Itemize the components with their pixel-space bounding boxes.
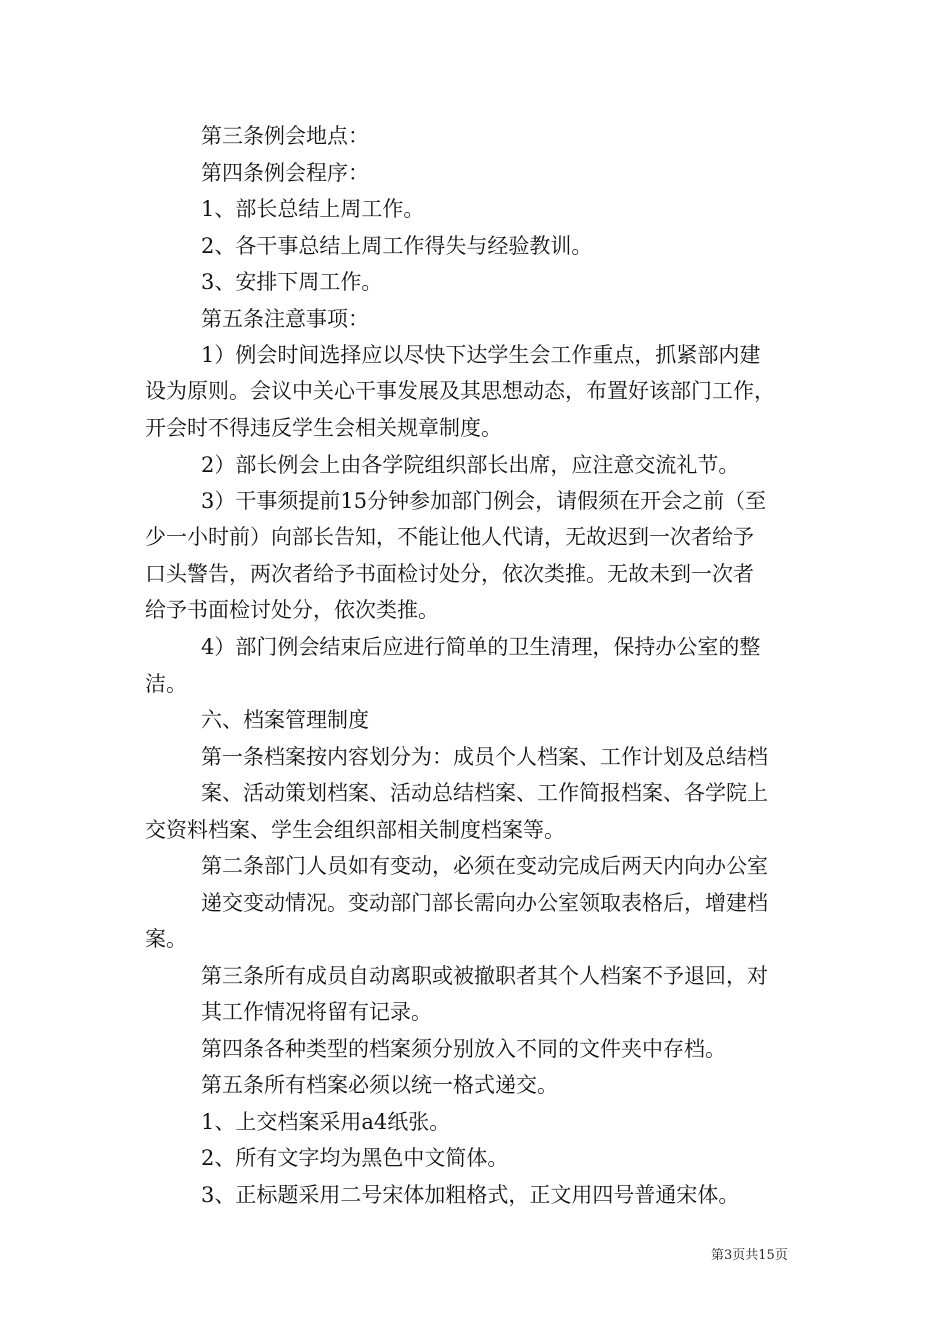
- section-heading: 六、档案管理制度: [201, 708, 369, 732]
- text-line: 1、部长总结上周工作。: [201, 197, 425, 221]
- text-line: 第一条档案按内容划分为：成员个人档案、工作计划及总结档: [201, 745, 768, 769]
- text-line: 第五条注意事项：: [201, 307, 369, 331]
- text-line: 其工作情况将留有记录。: [201, 1000, 432, 1024]
- text-line: 少一小时前）向部长告知，不能让他人代请，无故迟到一次者给予: [145, 525, 754, 549]
- page-number: 第3页共15页: [711, 1248, 788, 1263]
- text-line: 口头警告，两次者给予书面检讨处分，依次类推。无故未到一次者: [145, 562, 754, 586]
- text-line: 4）部门例会结束后应进行简单的卫生清理，保持办公室的整: [201, 635, 761, 659]
- text-line: 3）干事须提前15分钟参加部门例会，请假须在开会之前（至: [201, 489, 767, 513]
- text-line: 案、活动策划档案、活动总结档案、工作简报档案、各学院上: [201, 781, 768, 805]
- text-line: 第四条例会程序：: [201, 161, 369, 185]
- text-line: 洁。: [145, 672, 187, 696]
- text-line: 第四条各种类型的档案须分别放入不同的文件夹中存档。: [201, 1037, 726, 1061]
- text-line: 2、各干事总结上周工作得失与经验教训。: [201, 234, 593, 258]
- text-line: 第三条所有成员自动离职或被撤职者其个人档案不予退回，对: [201, 964, 768, 988]
- text-line: 2）部长例会上由各学院组织部长出席，应注意交流礼节。: [201, 453, 740, 477]
- text-line: 第五条所有档案必须以统一格式递交。: [201, 1073, 558, 1097]
- text-line: 开会时不得违反学生会相关规章制度。: [145, 416, 502, 440]
- text-line: 3、安排下周工作。: [201, 270, 383, 294]
- text-line: 递交变动情况。变动部门部长需向办公室领取表格后，增建档: [201, 891, 768, 915]
- text-line: 第二条部门人员如有变动，必须在变动完成后两天内向办公室: [201, 854, 768, 878]
- text-line: 案。: [145, 927, 187, 951]
- text-line: 给予书面检讨处分，依次类推。: [145, 598, 439, 622]
- text-line: 第三条例会地点：: [201, 124, 369, 148]
- text-line: 2、所有文字均为黑色中文简体。: [201, 1146, 509, 1170]
- text-line: 1、上交档案采用a4纸张。: [201, 1110, 451, 1134]
- text-line: 交资料档案、学生会组织部相关制度档案等。: [145, 818, 565, 842]
- text-line: 1）例会时间选择应以尽快下达学生会工作重点，抓紧部内建: [201, 343, 761, 367]
- text-line: 3、正标题采用二号宋体加粗格式，正文用四号普通宋体。: [201, 1183, 740, 1207]
- text-line: 设为原则。会议中关心干事发展及其思想动态，布置好该部门工作，: [145, 379, 775, 403]
